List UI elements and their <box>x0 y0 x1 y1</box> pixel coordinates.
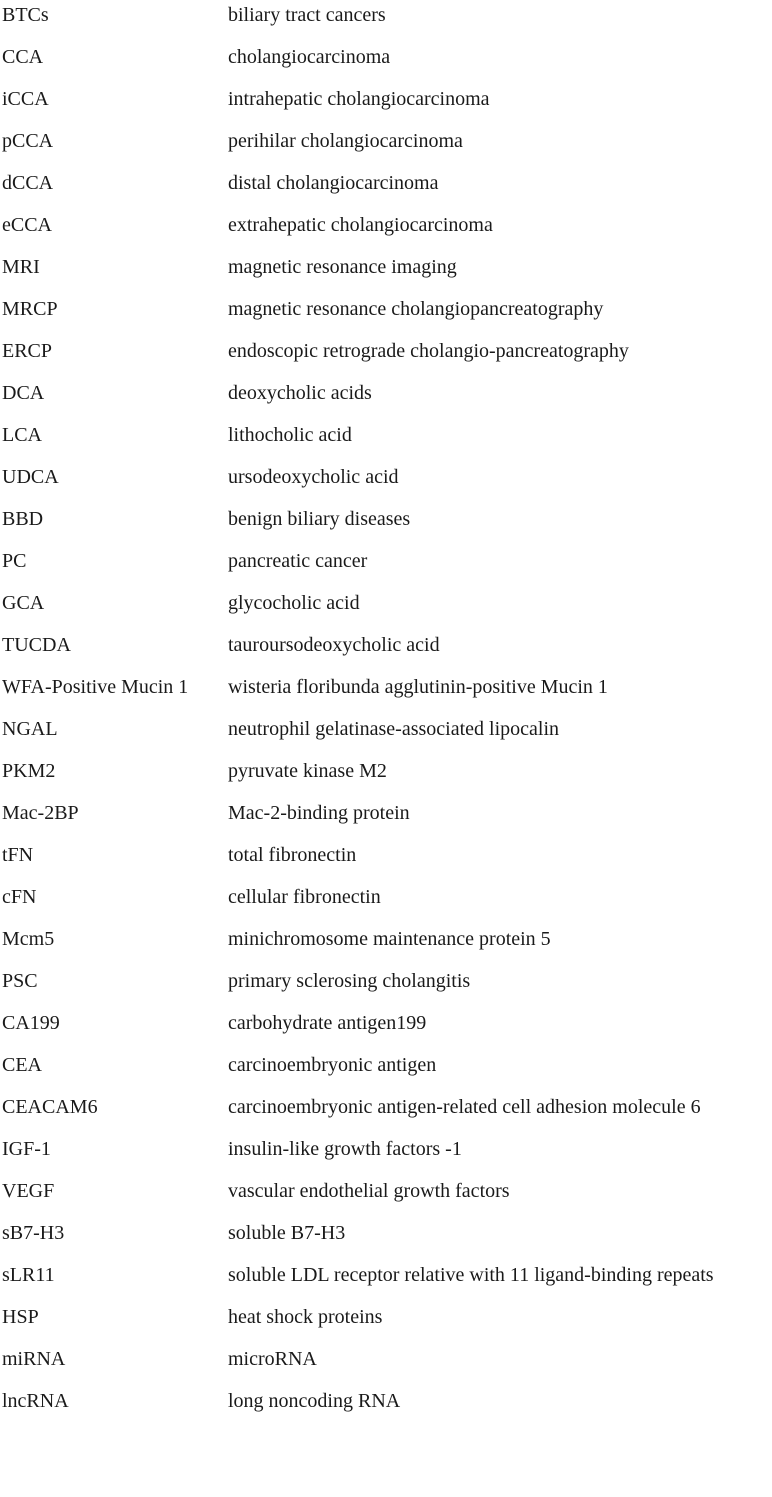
row-spacer <box>0 1165 772 1176</box>
abbreviation-term: LCA <box>2 424 42 446</box>
abbreviation-row <box>0 672 772 703</box>
abbreviation-term: dCCA <box>2 172 54 194</box>
row-spacer <box>0 1039 772 1050</box>
abbreviation-row <box>0 1176 772 1207</box>
abbreviation-definition: vascular endothelial growth factors <box>228 1180 510 1202</box>
abbreviation-term: TUCDA <box>2 634 71 656</box>
abbreviation-definition: lithocholic acid <box>228 424 352 446</box>
abbreviation-definition: insulin-like growth factors -1 <box>228 1138 462 1160</box>
abbreviation-term: PC <box>2 550 27 572</box>
row-spacer <box>0 1291 772 1302</box>
abbreviation-term: WFA-Positive Mucin 1 <box>2 676 189 698</box>
abbreviation-definition: cellular fibronectin <box>228 886 381 908</box>
abbreviation-row <box>0 924 772 955</box>
abbreviation-definition: carcinoembryonic antigen <box>228 1054 437 1076</box>
abbreviation-definition: wisteria floribunda agglutinin-positive Mucin 1 <box>228 676 608 698</box>
abbreviation-definition: microRNA <box>228 1348 317 1370</box>
abbreviation-row <box>0 588 772 619</box>
abbreviation-definition: pancreatic cancer <box>228 550 368 572</box>
abbreviation-row <box>0 756 772 787</box>
row-spacer <box>0 577 772 588</box>
row-spacer <box>0 451 772 462</box>
abbreviation-row <box>0 504 772 535</box>
abbreviation-definition: minichromosome maintenance protein 5 <box>228 928 551 950</box>
abbreviation-definition: pyruvate kinase M2 <box>228 760 387 782</box>
row-spacer <box>0 367 772 378</box>
abbreviation-term: GCA <box>2 592 45 614</box>
row-spacer <box>0 913 772 924</box>
abbreviation-row <box>0 1134 772 1165</box>
abbreviation-term: lncRNA <box>2 1390 69 1412</box>
abbreviation-definition: neutrophil gelatinase-associated lipocalin <box>228 718 559 740</box>
abbreviation-row <box>0 126 772 157</box>
abbreviation-row <box>0 0 772 31</box>
abbreviation-definition: cholangiocarcinoma <box>228 46 391 68</box>
abbreviation-term: PKM2 <box>2 760 56 782</box>
abbreviation-term: sB7-H3 <box>2 1222 65 1244</box>
abbreviation-definition: intrahepatic cholangiocarcinoma <box>228 88 490 110</box>
row-spacer <box>0 1207 772 1218</box>
abbreviation-term: CEACAM6 <box>2 1096 98 1118</box>
abbreviation-definition: biliary tract cancers <box>228 4 386 26</box>
abbreviation-term: HSP <box>2 1306 39 1328</box>
abbreviation-row <box>0 420 772 451</box>
abbreviation-term: BTCs <box>2 4 49 26</box>
row-spacer <box>0 829 772 840</box>
abbreviation-row <box>0 630 772 661</box>
abbreviation-definition: benign biliary diseases <box>228 508 411 530</box>
abbreviation-row <box>0 294 772 325</box>
row-spacer <box>0 157 772 168</box>
row-spacer <box>0 31 772 42</box>
abbreviation-definition: tauroursodeoxycholic acid <box>228 634 440 656</box>
row-spacer <box>0 283 772 294</box>
abbreviation-term: ERCP <box>2 340 53 362</box>
abbreviation-definition: perihilar cholangiocarcinoma <box>228 130 463 152</box>
abbreviation-term: CCA <box>2 46 44 68</box>
abbreviation-definition: carcinoembryonic antigen-related cell adhesion molecule 6 <box>228 1096 701 1118</box>
abbreviation-definition: total fibronectin <box>228 844 357 866</box>
abbreviation-term: miRNA <box>2 1348 66 1370</box>
abbreviation-term: DCA <box>2 382 45 404</box>
abbreviation-definition: deoxycholic acids <box>228 382 372 404</box>
row-spacer <box>0 535 772 546</box>
abbreviation-term: CA199 <box>2 1012 60 1034</box>
abbreviation-definition: primary sclerosing cholangitis <box>228 970 471 992</box>
abbreviation-definition: endoscopic retrograde cholangio-pancreatography <box>228 340 629 362</box>
abbreviation-row <box>0 1092 772 1123</box>
row-spacer <box>0 493 772 504</box>
row-spacer <box>0 1249 772 1260</box>
abbreviation-term: iCCA <box>2 88 49 110</box>
abbreviation-row <box>0 42 772 73</box>
abbreviation-definition: Mac-2-binding protein <box>228 802 410 824</box>
abbreviation-row <box>0 882 772 913</box>
row-spacer <box>0 703 772 714</box>
abbreviation-term: NGAL <box>2 718 58 740</box>
abbreviation-term: cFN <box>2 886 37 908</box>
abbreviation-row <box>0 1050 772 1081</box>
row-spacer <box>0 409 772 420</box>
abbreviation-term: CEA <box>2 1054 42 1076</box>
abbreviation-row <box>0 252 772 283</box>
abbreviation-term: tFN <box>2 844 34 866</box>
row-spacer <box>0 241 772 252</box>
abbreviation-term: Mac-2BP <box>2 802 79 824</box>
abbreviation-row <box>0 966 772 997</box>
abbreviation-row <box>0 84 772 115</box>
abbreviation-row <box>0 378 772 409</box>
row-spacer <box>0 115 772 126</box>
abbreviation-definition: distal cholangiocarcinoma <box>228 172 439 194</box>
abbreviation-definition: magnetic resonance imaging <box>228 256 457 278</box>
row-spacer <box>0 871 772 882</box>
row-spacer <box>0 1123 772 1134</box>
abbreviation-definition: carbohydrate antigen199 <box>228 1012 427 1034</box>
abbreviation-term: VEGF <box>2 1180 55 1202</box>
abbreviation-term: IGF-1 <box>2 1138 51 1160</box>
abbreviation-row <box>0 546 772 577</box>
row-spacer <box>0 73 772 84</box>
abbreviation-row <box>0 840 772 871</box>
abbreviation-row <box>0 1344 772 1375</box>
abbreviation-row <box>0 336 772 367</box>
row-spacer <box>0 325 772 336</box>
abbreviation-definition: extrahepatic cholangiocarcinoma <box>228 214 493 236</box>
abbreviation-row <box>0 1386 772 1417</box>
abbreviation-row <box>0 1218 772 1249</box>
abbreviation-term: sLR11 <box>2 1264 55 1286</box>
row-spacer <box>0 997 772 1008</box>
abbreviation-term: eCCA <box>2 214 52 236</box>
row-spacer <box>0 1333 772 1344</box>
row-spacer <box>0 955 772 966</box>
abbreviation-term: MRCP <box>2 298 58 320</box>
row-spacer <box>0 661 772 672</box>
abbreviation-row <box>0 462 772 493</box>
abbreviation-term: BBD <box>2 508 44 530</box>
row-spacer <box>0 1081 772 1092</box>
row-spacer <box>0 1375 772 1386</box>
abbreviation-definition: heat shock proteins <box>228 1306 383 1328</box>
abbreviation-definition: long noncoding RNA <box>228 1390 401 1412</box>
abbreviation-row <box>0 1302 772 1333</box>
row-spacer <box>0 787 772 798</box>
abbreviation-term: UDCA <box>2 466 59 488</box>
abbreviation-term: PSC <box>2 970 38 992</box>
abbreviation-row <box>0 798 772 829</box>
row-spacer <box>0 199 772 210</box>
abbreviation-definition: glycocholic acid <box>228 592 360 614</box>
abbreviation-row <box>0 1008 772 1039</box>
abbreviation-term: pCCA <box>2 130 54 152</box>
abbreviation-row <box>0 1260 772 1291</box>
abbreviation-row <box>0 714 772 745</box>
abbreviation-row <box>0 210 772 241</box>
abbreviation-definition: soluble B7-H3 <box>228 1222 346 1244</box>
abbreviation-term: MRI <box>2 256 40 278</box>
abbreviation-definition: magnetic resonance cholangiopancreatography <box>228 298 604 320</box>
abbreviation-definition: ursodeoxycholic acid <box>228 466 399 488</box>
row-spacer <box>0 619 772 630</box>
abbreviation-term: Mcm5 <box>2 928 55 950</box>
row-spacer <box>0 745 772 756</box>
abbreviation-row <box>0 168 772 199</box>
abbreviation-definition: soluble LDL receptor relative with 11 ligand-binding repeats <box>228 1264 714 1286</box>
